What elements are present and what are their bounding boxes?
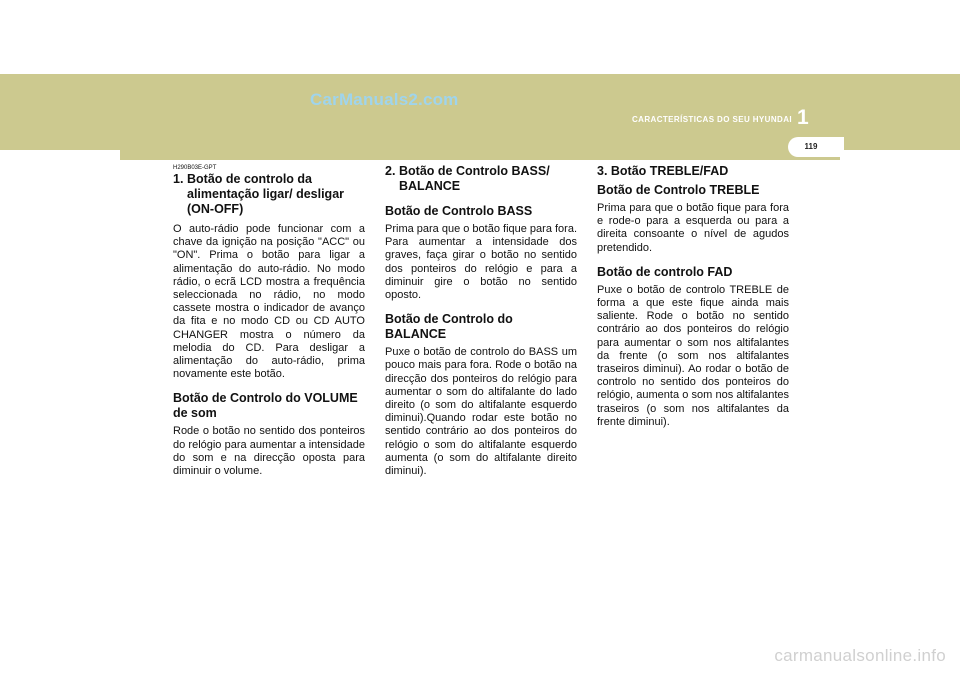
heading-text-rest: BALANCE <box>399 179 461 193</box>
header-band-lower <box>120 140 840 160</box>
heading-text-first: Botão de Controlo BASS/ <box>399 164 550 178</box>
heading-number: 1. <box>173 172 184 186</box>
column-1 <box>173 164 365 478</box>
section-heading-treble-fad: 3. Botão TREBLE/FAD <box>597 164 729 178</box>
subheading-balance: Botão de Controlo do BALANCE <box>385 312 513 342</box>
subheading-fad: Botão de controlo FAD <box>597 264 733 279</box>
section-heading-power <box>173 172 365 217</box>
top-watermark[interactable]: CarManuals2.com <box>310 90 459 109</box>
paragraph-volume: Rode o botão no sentido dos ponteiros do relógio para aumentar a intensidade do som e na direcção oposta para diminuir o volume. <box>173 425 365 478</box>
paragraph-balance: Puxe o botão de controlo do BASS um pouco mais para fora. Rode o botão na direcção dos ponteiros do relógio para aumentar o som do altifalante do lado direito (o som do altifalante esquerdo diminui).Quando rodar este botão no sentido contrário ao dos ponteiros do relógio o som do altifalante esquerdo aumenta (o som do altifalante direito diminui). <box>385 346 577 478</box>
paragraph-treble: Prima para que o botão fique para fora e rode-o para a esquerda ou para a direita consoante o nível de agudos pretendido. <box>597 202 789 254</box>
column-2 <box>385 164 577 478</box>
paragraph-bass: Prima para que o botão fique para fora. Para aumentar a intensidade dos graves, faça girar o botão no sentido dos ponteiros do relógio e para a diminuir gire o botão no sentido oposto. <box>385 223 578 302</box>
section-heading-bass-balance <box>385 164 577 194</box>
chapter-title: CARACTERÍSTICAS DO SEU HYUNDAI <box>631 115 792 124</box>
heading-text-first: Botão de controlo da <box>187 172 312 186</box>
paragraph-power: O auto-rádio pode funcionar com a chave da ignição na posição "ACC" ou "ON". Prima o botão para ligar a alimentação do auto-rádio. No modo rádio, o ecrã LCD mostra a frequência seleccionada no rádio, no modo cassete mostra o indicador de avanço da fita e no modo CD ou CD AUTO CHANGER mostra o número da melodia do CD. Para desligar a alimentação do auto-rádio, prima novamente este botão. <box>173 223 365 381</box>
page-number: 119 <box>804 142 818 151</box>
column-3 <box>597 164 789 429</box>
paragraph-fad: Puxe o botão de controlo TREBLE de forma a que este fique ainda mais saliente. Rode o botão no sentido contrário ao dos ponteiros do relógio para aumentar o som nos altifalantes da frente (o som nos altifalantes traseiros diminui). Ao rodar o botão de controlo no sentido dos ponteiros do relógio, aumenta o som nos altifalantes traseiros (o som nos altifalantes da frente diminui). <box>597 283 789 428</box>
chapter-number: 1 <box>797 106 809 129</box>
subheading-treble: Botão de Controlo TREBLE <box>597 183 760 197</box>
subheading-volume: Botão de Controlo do VOLUME de som <box>173 391 358 421</box>
bottom-watermark[interactable]: carmanualsonline.info <box>774 646 946 665</box>
heading-number: 2. <box>385 164 396 178</box>
subheading-bass: Botão de Controlo BASS <box>385 204 533 218</box>
heading-text-rest: alimentação ligar/ desligar (ON-OFF) <box>187 187 345 216</box>
section-code: H290B03E-GPT <box>173 165 217 171</box>
